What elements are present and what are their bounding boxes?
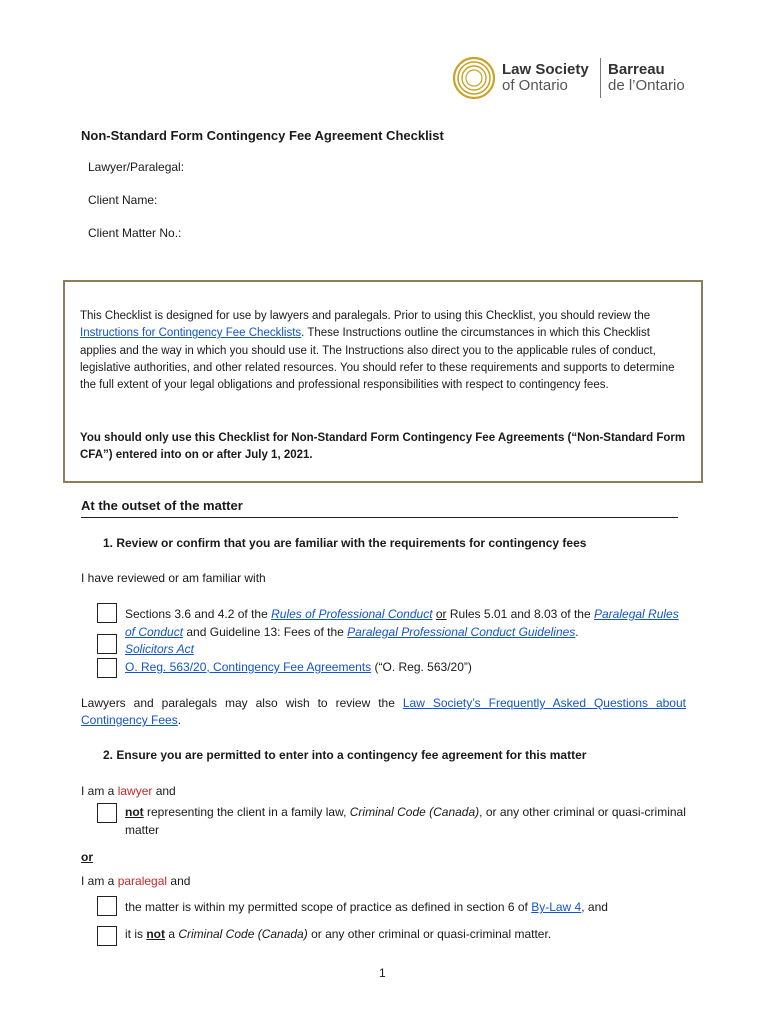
paralegal-term: paralegal: [117, 874, 168, 888]
page-number: 1: [379, 966, 386, 980]
criminal-code-term: Criminal Code (Canada): [349, 805, 480, 819]
q2-lawyer-line: [81, 783, 176, 800]
q1-faq-text-a: Lawyers and paralegals may also wish to review the: [81, 696, 403, 710]
solicitors-act-link[interactable]: Solicitors Act: [125, 642, 194, 656]
q2-para-text-b: and: [167, 874, 191, 888]
faq-link[interactable]: Law Society’s Frequently Asked Questions about Contingency Fees: [81, 696, 686, 727]
q2-para-item1-text-b: , and: [581, 900, 608, 914]
section-divider: [81, 517, 678, 518]
paralegal-guidelines-link[interactable]: Paralegal Professional Conduct Guidelines: [347, 624, 576, 639]
q2-para-item2-text-b: a: [165, 927, 179, 941]
q2-para-item1: [125, 899, 608, 917]
logo-fr-line1: Barreau: [608, 61, 665, 78]
page-title: Non-Standard Form Contingency Fee Agreement Checklist: [81, 128, 444, 143]
question-1-heading: 1. Review or confirm that you are familiar with the requirements for contingency fees: [103, 536, 587, 550]
q2-lawyer-item-text-b: , or any other criminal or quasi-criminal matter: [125, 805, 686, 837]
section-heading: At the outset of the matter: [81, 498, 243, 513]
q2-para-item2-text-c: or any other criminal or quasi-criminal matter.: [307, 927, 552, 941]
law-society-logo: [452, 52, 692, 102]
q2-lawyer-item-text-a: representing the client in a family law,: [143, 805, 350, 819]
q1-intro: I have reviewed or am familiar with: [81, 571, 266, 585]
client-name-field[interactable]: Client Name:: [88, 193, 158, 207]
q1-item3-text: (“O. Reg. 563/20”): [371, 660, 472, 674]
checkbox-lawyer-not-criminal[interactable]: [97, 803, 117, 823]
checkbox-rules-of-conduct[interactable]: [97, 603, 117, 623]
lawyer-paralegal-field[interactable]: Lawyer/Paralegal:: [88, 160, 185, 174]
criminal-code-term-2: Criminal Code (Canada): [178, 927, 308, 941]
logo-french: [608, 62, 685, 94]
not-emphasis-2: not: [146, 927, 165, 941]
o-reg-link[interactable]: O. Reg. 563/20, Contingency Fee Agreements: [125, 660, 372, 674]
q1-item-rules: [125, 606, 690, 641]
lawyer-term: lawyer: [117, 784, 153, 798]
client-matter-field[interactable]: Client Matter No.:: [88, 226, 182, 240]
q1-item1-text-b: Rules 5.01 and 8.03 of the: [446, 607, 594, 621]
notice-box: [63, 280, 703, 483]
q2-para-item2: [125, 926, 551, 944]
logo-english: [502, 62, 589, 94]
logo-fr-line2: de l’Ontario: [608, 77, 685, 94]
not-emphasis: not: [125, 805, 144, 819]
q2-para-item1-text-a: the matter is within my permitted scope of practice as defined in section 6 of: [125, 900, 532, 914]
logo-en-line1: Law Society: [502, 61, 589, 78]
or-separator: or: [81, 850, 93, 864]
rules-professional-conduct-link[interactable]: Rules of Professional Conduct: [271, 607, 433, 621]
q2-lawyer-item: [125, 804, 688, 839]
checkbox-paralegal-not-criminal[interactable]: [97, 926, 117, 946]
q1-item1-text-a: Sections 3.6 and 4.2 of the: [125, 607, 272, 621]
q2-paralegal-line: [81, 873, 190, 890]
q2-para-item2-text-a: it is: [125, 927, 147, 941]
notice-bold-paragraph: You should only use this Checklist for Non-Standard Form Contingency Fee Agreements (“Non-Standard Form CFA”) entered into on or after July 1, 2021.: [80, 432, 686, 462]
paralegal-rules-link[interactable]: Paralegal Rules of Conduct: [125, 607, 679, 639]
logo-ring-icon: [452, 56, 496, 100]
q1-faq-paragraph: [81, 695, 686, 729]
q2-para-text-a: I am a: [81, 874, 118, 888]
checkbox-o-reg[interactable]: [97, 658, 117, 678]
q1-item1-or: or: [435, 607, 447, 621]
notice-text-b: . These Instructions outline the circumstances in which this Checklist applies and the way in which you should use it. The Instructions also direct you to the applicable rules of conduct, legislative authorities, and other related resources. You should refer to these requirements and supports to determine the full extent of your legal obligations and professional responsibilities with respect to contingency fees.: [80, 327, 675, 392]
notice-text-a: This Checklist is designed for use by lawyers and paralegals. Prior to using this Checklist, you should review the: [80, 310, 651, 322]
q2-lawyer-text-a: I am a: [81, 784, 118, 798]
q1-item1-text-c: and Guideline 13: Fees of the: [183, 624, 348, 639]
q1-faq-text-b: .: [177, 713, 182, 727]
q2-lawyer-text-b: and: [152, 784, 176, 798]
instructions-link[interactable]: Instructions for Contingency Fee Checklists: [80, 327, 302, 340]
q1-item-oreg: [125, 659, 472, 677]
logo-divider: [600, 58, 601, 98]
notice-paragraph: [80, 308, 686, 394]
q1-item1-text-d: .: [575, 624, 579, 639]
question-2-heading: 2. Ensure you are permitted to enter into a contingency fee agreement for this matter: [103, 748, 587, 762]
checkbox-solicitors-act[interactable]: [97, 634, 117, 654]
bylaw-4-link[interactable]: By-Law 4: [531, 900, 582, 914]
q1-item-solicitors: [125, 641, 194, 659]
logo-en-line2: of Ontario: [502, 77, 568, 94]
checkbox-paralegal-scope[interactable]: [97, 896, 117, 916]
